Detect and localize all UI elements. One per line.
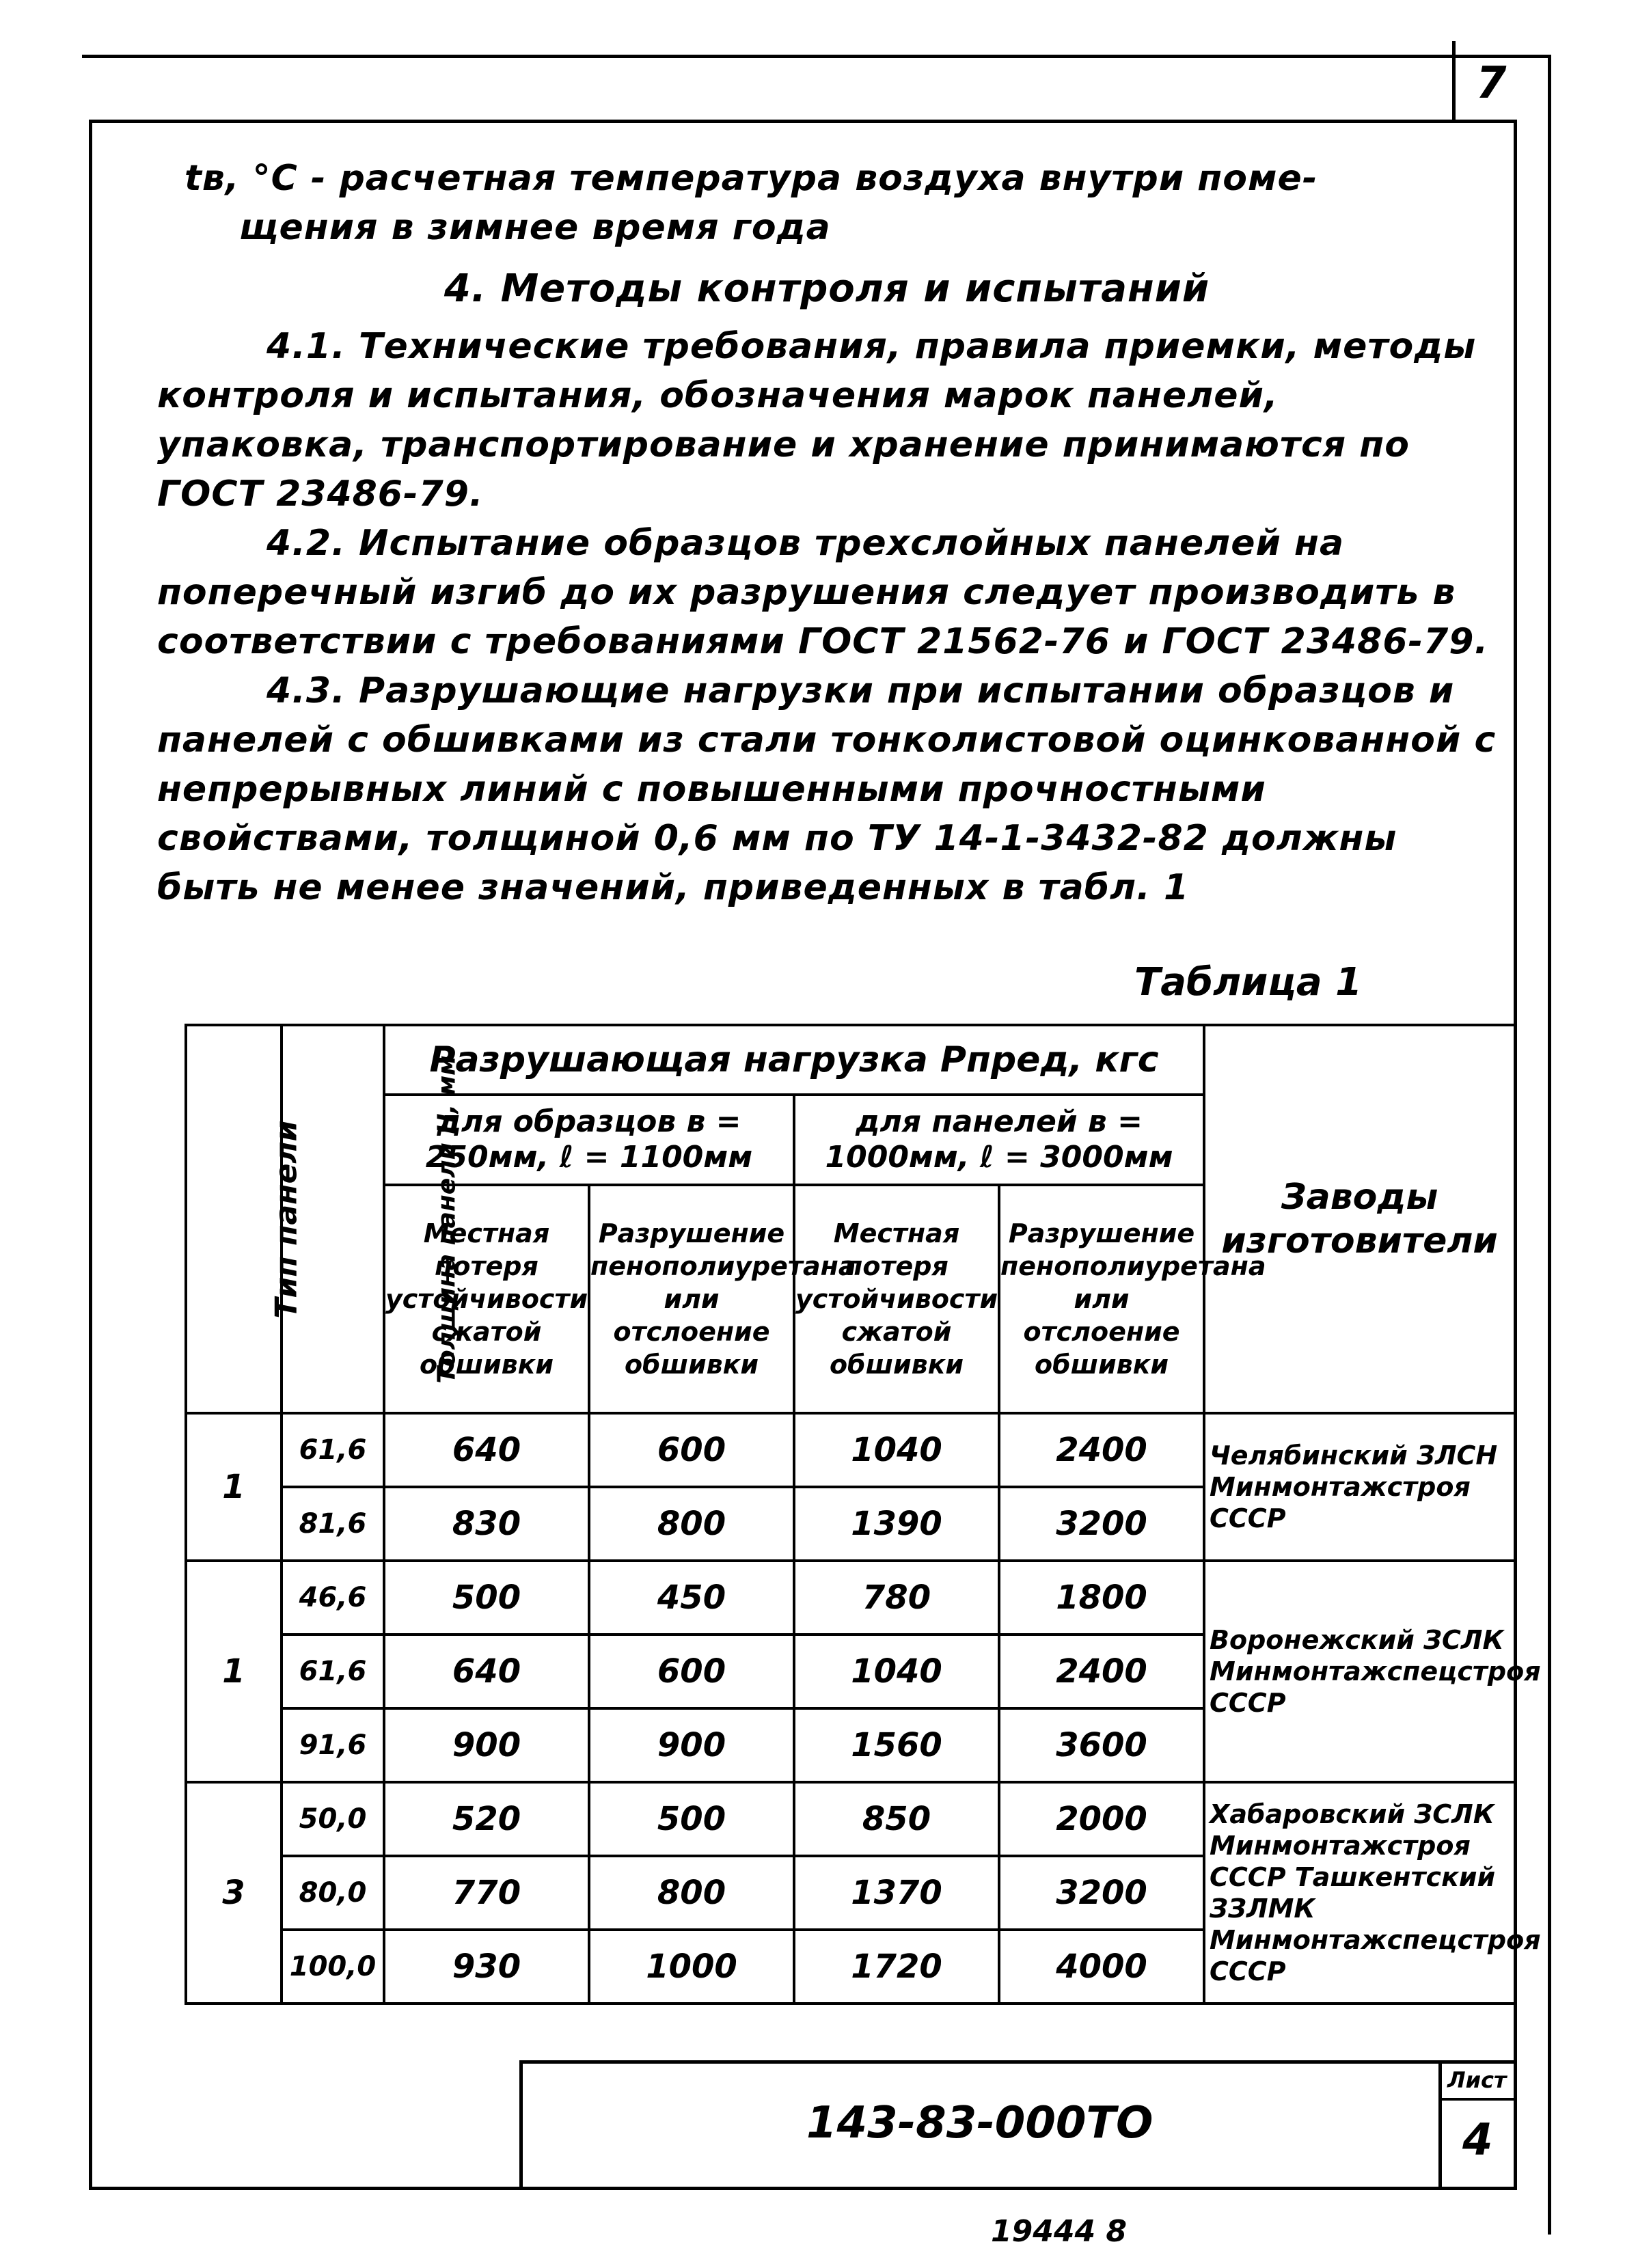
- panel-type-cell: 1: [186, 1413, 282, 1561]
- paragraph-4-2: 4.2. Испытание образцов трехслойных панелей на поперечный изгиб до их разрушения следует производить в соответствии с требованиями ГОСТ 21562-76 и ГОСТ 23486-79.: [157, 523, 1489, 662]
- top-rule: [82, 55, 1551, 58]
- frame-bottom: [89, 2187, 1517, 2190]
- header-samples: для образцов в = 250мм, ℓ = 1100мм: [384, 1095, 794, 1185]
- value-cell: 900: [384, 1708, 589, 1782]
- table-caption: Таблица 1: [1134, 960, 1363, 1005]
- page-box-left: [1452, 41, 1456, 123]
- value-cell: 850: [794, 1782, 999, 1856]
- footer-number: 19444 8: [991, 2214, 1128, 2249]
- frame-left: [89, 120, 92, 2190]
- thickness-cell: 91,6: [282, 1708, 384, 1782]
- header-destruction-panels: Разрушение пенополиуретана или отслоение обшивки: [999, 1185, 1204, 1413]
- outer-right: [1548, 55, 1551, 2235]
- value-cell: 1000: [589, 1930, 794, 2004]
- header-panel-thickness: Толщина панели Н, мм: [282, 1025, 384, 1413]
- frame-top: [89, 120, 1517, 123]
- value-cell: 600: [589, 1413, 794, 1487]
- value-cell: 2400: [999, 1635, 1204, 1708]
- value-cell: 1390: [794, 1487, 999, 1561]
- value-cell: 640: [384, 1635, 589, 1708]
- thickness-cell: 61,6: [282, 1413, 384, 1487]
- value-cell: 4000: [999, 1930, 1204, 2004]
- page-number: 7: [1476, 58, 1507, 109]
- value-cell: 450: [589, 1561, 794, 1635]
- document-code: 143-83-000ТО: [806, 2098, 1154, 2148]
- value-cell: 1800: [999, 1561, 1204, 1635]
- plant-cell: Воронежский ЗСЛК Минмонтажспецстроя СССР: [1204, 1561, 1515, 1782]
- value-cell: 3600: [999, 1708, 1204, 1782]
- header-panels: для панелей в = 1000мм, ℓ = 3000мм: [794, 1095, 1204, 1185]
- sheet-number: 4: [1462, 2115, 1493, 2165]
- value-cell: 900: [589, 1708, 794, 1782]
- value-cell: 800: [589, 1856, 794, 1930]
- temperature-definition-line-1: tв, °C - расчетная температура воздуха внутри поме-: [185, 158, 1318, 199]
- value-cell: 640: [384, 1413, 589, 1487]
- value-cell: 1040: [794, 1413, 999, 1487]
- panel-type-cell: 1: [186, 1561, 282, 1782]
- value-cell: 770: [384, 1856, 589, 1930]
- value-cell: 2000: [999, 1782, 1204, 1856]
- value-cell: 1040: [794, 1635, 999, 1708]
- value-cell: 1720: [794, 1930, 999, 2004]
- plant-cell: Хабаровский ЗСЛК Минмонтажстроя СССР Ташкентский ЗЗЛМК Минмонтажспецстроя СССР: [1204, 1782, 1515, 2004]
- value-cell: 2400: [999, 1413, 1204, 1487]
- thickness-cell: 81,6: [282, 1487, 384, 1561]
- value-cell: 600: [589, 1635, 794, 1708]
- panel-type-cell: 3: [186, 1782, 282, 2004]
- section-title: 4. Методы контроля и испытаний: [443, 267, 1210, 311]
- sheet-label: Лист: [1447, 2067, 1507, 2093]
- value-cell: 520: [384, 1782, 589, 1856]
- header-plants: Заводы изготовители: [1204, 1025, 1515, 1413]
- header-destruction-samples: Разрушение пенополиуретана или отслоение обшивки: [589, 1185, 794, 1413]
- value-cell: 1560: [794, 1708, 999, 1782]
- paragraph-4-3: 4.3. Разрушающие нагрузки при испытании образцов и панелей с обшивками из стали тонколистовой оцинкованной с непрерывных линий с повышенными прочностными свойствами, толщиной 0,6 мм по ТУ 14-1-3432-82 должны быть не менее значений, приведенных в табл. 1: [157, 670, 1497, 908]
- stamp-left: [519, 2060, 523, 2190]
- thickness-cell: 46,6: [282, 1561, 384, 1635]
- thickness-cell: 50,0: [282, 1782, 384, 1856]
- value-cell: 3200: [999, 1487, 1204, 1561]
- stamp-sheet-divider: [1438, 2098, 1517, 2101]
- plant-cell: Челябинский ЗЛСН Минмонтажстроя СССР: [1204, 1413, 1515, 1561]
- value-cell: 930: [384, 1930, 589, 2004]
- value-cell: 1370: [794, 1856, 999, 1930]
- header-local-loss-panels: Местная потеря устойчивости сжатой обшивки: [794, 1185, 999, 1413]
- load-table: [185, 1024, 1541, 2005]
- header-local-loss-samples: Местная потеря устойчивости сжатой обшивки: [384, 1185, 589, 1413]
- value-cell: 3200: [999, 1856, 1204, 1930]
- value-cell: 500: [589, 1782, 794, 1856]
- value-cell: 780: [794, 1561, 999, 1635]
- value-cell: 800: [589, 1487, 794, 1561]
- thickness-cell: 100,0: [282, 1930, 384, 2004]
- stamp-divider: [1438, 2060, 1442, 2190]
- thickness-cell: 61,6: [282, 1635, 384, 1708]
- paragraph-4-1: 4.1. Технические требования, правила приемки, методы контроля и испытания, обозначения марок панелей, упаковка, транспортирование и хранение принимаются по ГОСТ 23486-79.: [157, 326, 1477, 515]
- thickness-cell: 80,0: [282, 1856, 384, 1930]
- text-body: [157, 154, 1497, 912]
- value-cell: 830: [384, 1487, 589, 1561]
- temperature-definition-line-2: щения в зимнее время года: [239, 207, 831, 248]
- stamp-top: [519, 2060, 1517, 2064]
- header-breaking-load: Разрушающая нагрузка Pпред, кгс: [384, 1025, 1204, 1095]
- header-panel-type: Тип панели: [186, 1025, 282, 1413]
- value-cell: 500: [384, 1561, 589, 1635]
